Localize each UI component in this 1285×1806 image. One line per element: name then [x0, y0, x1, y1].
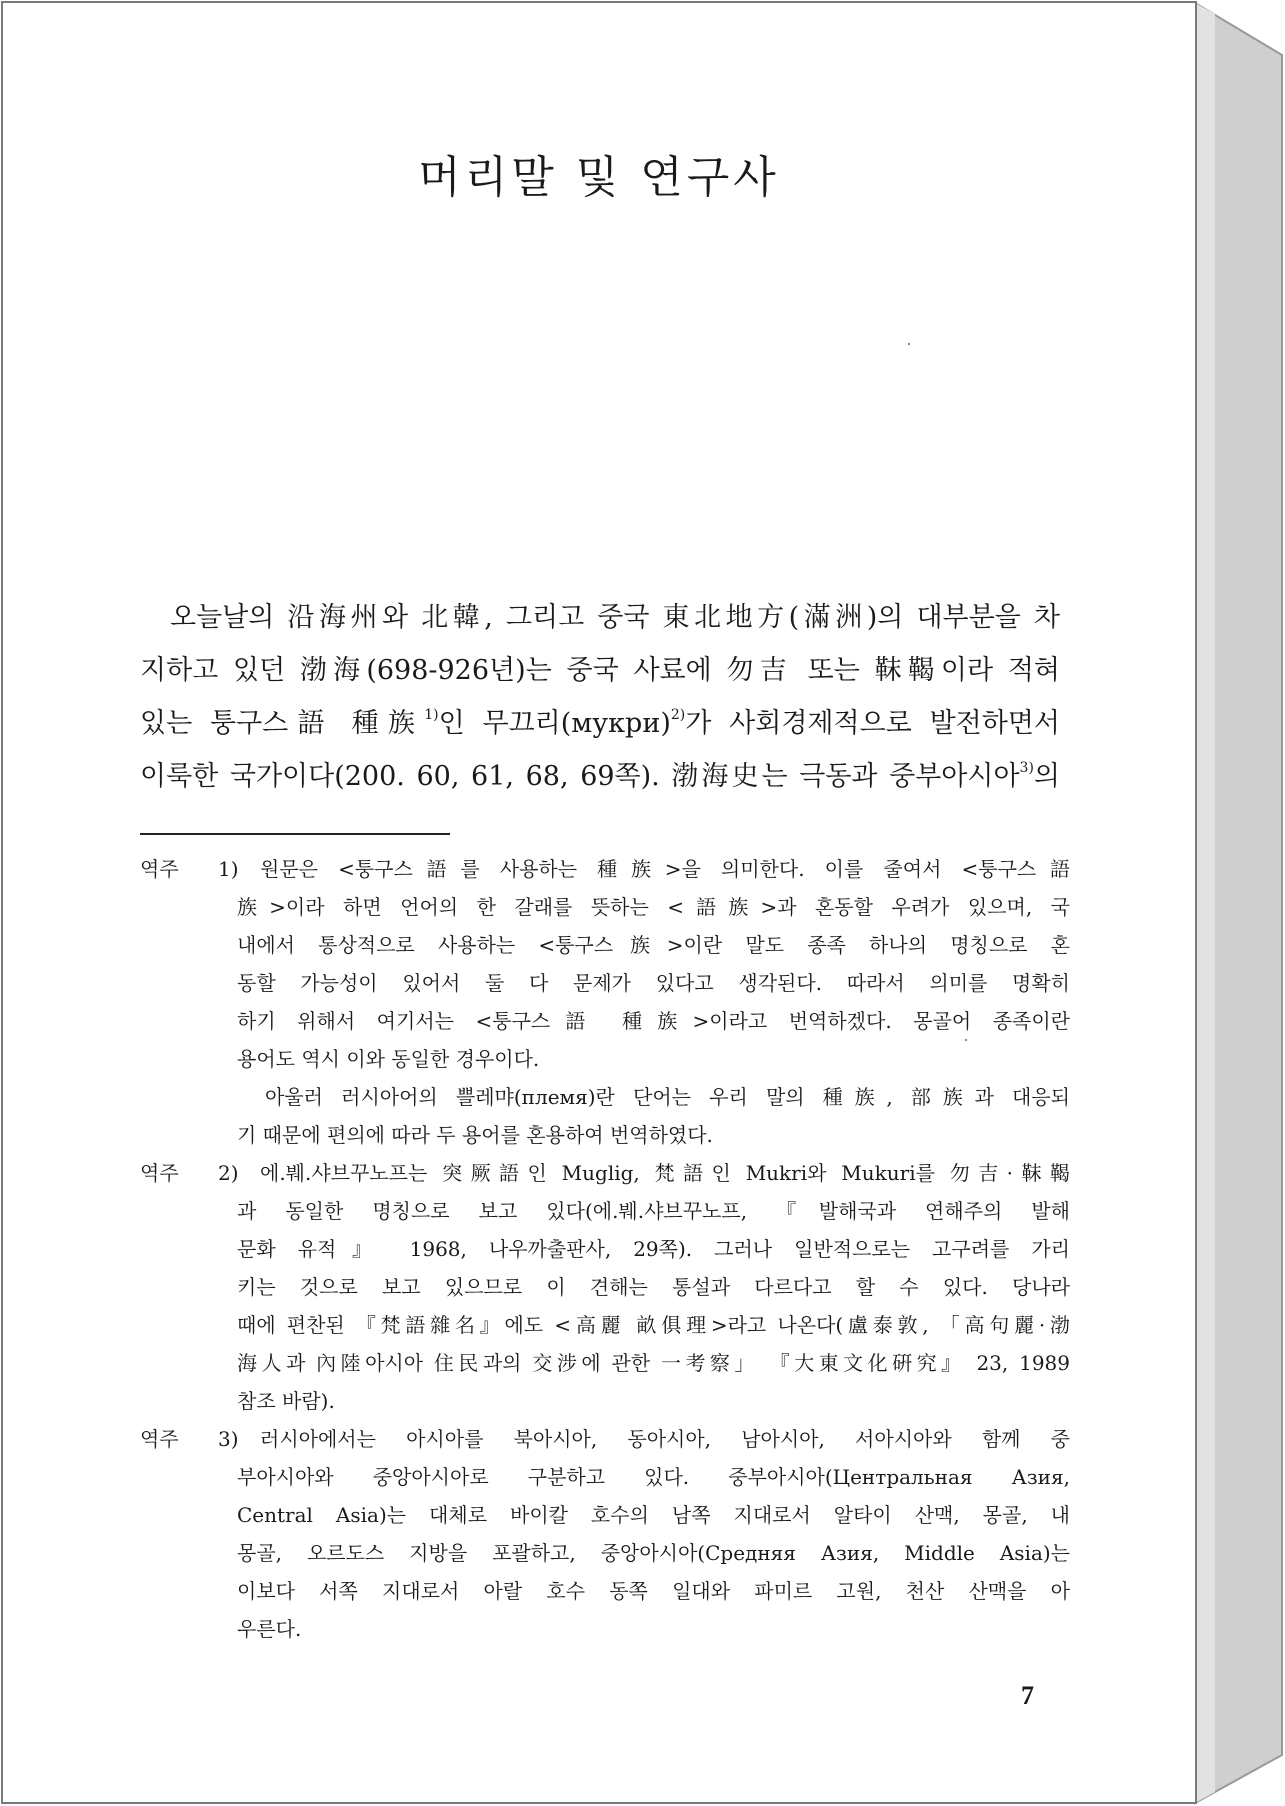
- note-line: 몽골, 오르도스 지방을 포괄하고, 중앙아시아(Средняя Азия, Middle Asia)는: [237, 1541, 1070, 1565]
- body-line: 지하고 있던 渤海(698-926년)는 중국 사료에 勿吉 또는 靺鞨이라 적혀: [140, 655, 1060, 686]
- note-line: 동할 가능성이 있어서 둘 다 문제가 있다고 생각된다. 따라서 의미를 명확히: [237, 971, 1070, 995]
- note-line: 에.붸.샤브꾸노프는 突厥語인 Muglig, 梵語인 Mukri와 Mukuri를 勿吉·靺鞨: [260, 1161, 1070, 1185]
- note-line: 용어도 역시 이와 동일한 경우이다.: [237, 1047, 540, 1071]
- footnote-ref: 2): [670, 707, 686, 723]
- note-line: 부아시아와 중앙아시아로 구분하고 있다. 중부아시아(Центральная Азия,: [237, 1465, 1070, 1489]
- note-line: 과 동일한 명칭으로 보고 있다(에.붸.샤브꾸노프, 『발해국과 연해주의 발해: [237, 1199, 1071, 1223]
- document-page: [3, 3, 1195, 1800]
- note-number: 1): [218, 857, 239, 881]
- scan-speck: [908, 343, 910, 345]
- note-line: 아울러 러시아어의 쁠레먀(племя)란 단어는 우리 말의 種族, 部族과 대응되: [265, 1085, 1070, 1109]
- note-line: 러시아에서는 아시아를 북아시아, 동아시아, 남아시아, 서아시아와 함께 중: [260, 1427, 1070, 1451]
- body-text: 이룩한 국가이다(200. 60, 61, 68, 69쪽). 渤海史는 극동과 중부아시아: [140, 761, 1020, 792]
- footnote-2: [140, 1154, 1070, 1420]
- footnote-1: [140, 850, 1070, 1154]
- note-label: 역주: [140, 1161, 179, 1185]
- note-number: 2): [218, 1161, 239, 1185]
- note-line: Central Asia)는 대체로 바이칼 호수의 남쪽 지대로서 알타이 산맥, 몽골, 내: [237, 1503, 1070, 1527]
- note-line: 기 때문에 편의에 따라 두 용어를 혼용하여 번역하였다.: [237, 1123, 713, 1147]
- footnote-divider: [140, 833, 450, 835]
- note-line: 때에 편찬된 『梵語雜名』에도 <高麗 畝俱理>라고 나온다(盧泰敦, 「高句麗·渤: [237, 1313, 1070, 1337]
- note-line: 키는 것으로 보고 있으므로 이 견해는 통설과 다르다고 할 수 있다. 당나라: [237, 1275, 1070, 1299]
- note-line: 이보다 서쪽 지대로서 아랄 호수 동쪽 일대와 파미르 고원, 천산 산맥을 아: [237, 1579, 1070, 1603]
- body-paragraph: [140, 591, 1060, 803]
- footnote-ref: 3): [1019, 760, 1034, 776]
- page-number: 7: [1021, 1681, 1034, 1710]
- note-line: 내에서 통상적으로 사용하는 <퉁구스族>이란 말도 종족 하나의 명칭으로 혼: [237, 933, 1070, 957]
- note-line: 원문은 <퉁구스語를 사용하는 種族>을 의미한다. 이를 줄여서 <퉁구스語: [260, 857, 1070, 881]
- footnote-3: [140, 1420, 1070, 1648]
- body-text: 가 사회경제적으로 발전하면서: [685, 708, 1060, 739]
- body-line: [140, 697, 1060, 750]
- note-label: 역주: [140, 857, 179, 881]
- body-text: 인 무끄리(мукри): [438, 708, 671, 739]
- note-line: 族>이라 하면 언어의 한 갈래를 뜻하는 <語族>과 혼동할 우려가 있으며, 국: [237, 895, 1070, 919]
- note-line: 하기 위해서 여기서는 <퉁구스語 種族>이라고 번역하겠다. 몽골어 종족이란: [237, 1009, 1070, 1033]
- note-line: 우른다.: [237, 1617, 302, 1641]
- body-text: 의: [1033, 761, 1060, 792]
- note-line: 참조 바람).: [237, 1389, 335, 1413]
- note-line: 문화 유적』 1968, 나우까출판사, 29쪽). 그러나 일반적으로는 고구려를 가리: [237, 1237, 1070, 1261]
- body-line: [140, 750, 1060, 803]
- page-title: 머리말 및 연구사: [418, 152, 780, 203]
- note-line: 海人과 內陸아시아 住民과의 交涉에 관한 一考察」 『大東文化硏究』 23, 1989: [237, 1351, 1070, 1375]
- body-line: 오늘날의 沿海州와 北韓, 그리고 중국 東北地方(滿洲)의 대부분을 차: [170, 602, 1060, 633]
- note-label: 역주: [140, 1427, 179, 1451]
- note-number: 3): [218, 1427, 239, 1451]
- footnotes: [140, 850, 1070, 1648]
- body-text: 있는 퉁구스語 種族: [140, 708, 425, 739]
- footnote-ref: 1): [424, 707, 439, 723]
